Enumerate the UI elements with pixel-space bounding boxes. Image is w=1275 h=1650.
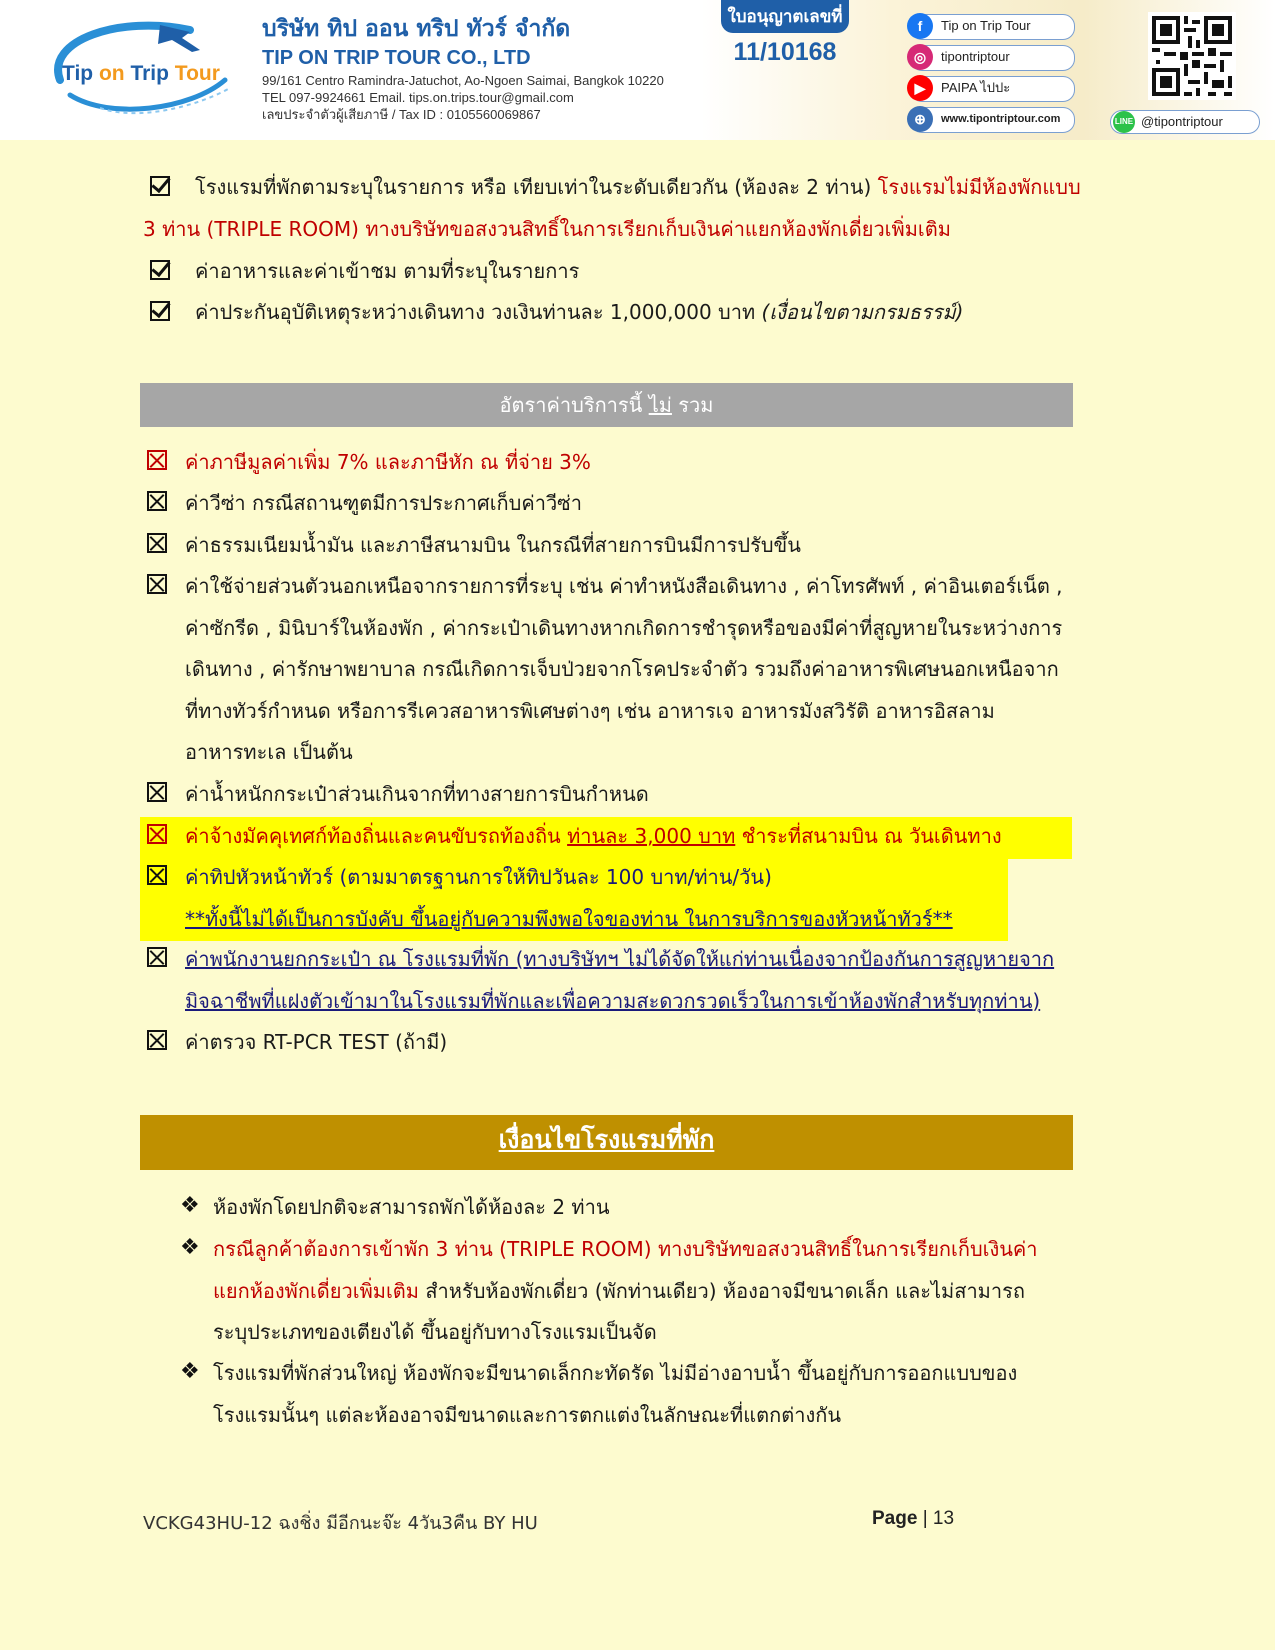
text-segment: ค่าวีซ่า กรณีสถานฑูตมีการประกาศเก็บค่าวีซ่า [185, 491, 582, 515]
social-links [910, 14, 1075, 138]
text-segment: โรงแรมนั้นๆ แต่ละห้องอาจมีขนาดและการตกแต่งในลักษณะที่แตกต่างกัน [213, 1402, 841, 1427]
facebook-icon: f [907, 13, 933, 39]
text-segment: อาหารทะเล เป็นต้น [185, 740, 353, 764]
social-link-instagram[interactable] [910, 45, 1075, 71]
included-item-text [195, 250, 579, 293]
hotel-condition-line [213, 1311, 1203, 1354]
not-included-item-line [185, 690, 1175, 733]
social-link-youtube[interactable] [910, 76, 1075, 102]
letterhead [0, 0, 1275, 140]
company-info [262, 14, 732, 123]
hotel-condition-line [213, 1270, 1203, 1313]
text-segment: ค่าใช้จ่ายส่วนตัวนอกเหนือจากรายการที่ระบุ เช่น ค่าทำหนังสือเดินทาง , ค่าโทรศัพท์ , ค่าอินเตอร์เน็ต , [185, 574, 1063, 598]
text-segment: ค่าซักรีด , มินิบาร์ในห้องพัก , ค่ากระเป๋าเดินทางหากเกิดการชำรุดหรือของมีค่าที่สูญหายในระหว่างการ [185, 615, 1063, 640]
checkbox-crossed-icon [147, 574, 167, 594]
company-name-english: TIP ON TRIP TOUR CO., LTD [262, 47, 531, 69]
text-segment: กรณีลูกค้าต้องการเข้าพัก 3 ท่าน (TRIPLE ROOM) ทางบริษัทขอสงวนสิทธิ์ในการเรียกเก็บเงินค่า [213, 1237, 1038, 1261]
hotel-condition-line [213, 1352, 1203, 1395]
checkbox-checked-icon [150, 301, 170, 321]
qr-code [1148, 12, 1236, 100]
not-included-item-line [185, 607, 1175, 650]
text-segment: **ทั้งนี้ไม่ได้เป็นการบังคับ ขึ้นอยู่กับความพึงพอใจของท่าน ในการบริการของหัวหน้าทัวร์** [185, 906, 953, 931]
text-segment: มิจฉาชีพที่แฝงตัวเข้ามาในโรงแรมที่พักและเพื่อความสะดวกรวดเร็วในการเข้าห้องพักสำหรับทุกท่าน) [185, 988, 1041, 1013]
checkbox-crossed-icon [147, 824, 167, 844]
not-included-item-line [185, 773, 1175, 816]
not-included-item-line [185, 648, 1175, 691]
social-link-label: tipontriptour [941, 49, 1010, 64]
social-link-facebook[interactable] [910, 14, 1075, 40]
text-segment: ค่าตรวจ RT-PCR TEST (ถ้ามี) [185, 1030, 448, 1054]
logo-wordmark: Tip on Trip Tour [62, 62, 220, 85]
youtube-icon: ▶ [907, 75, 933, 101]
not-included-item-line [185, 441, 1175, 484]
included-item-text [143, 208, 951, 251]
hotel-conditions-heading: เงื่อนไขโรงแรมที่พัก [140, 1115, 1073, 1170]
social-link-web[interactable] [910, 107, 1075, 133]
footer-tour-code: VCKG43HU-12 ฉงชิ่ง มีอีกนะจ๊ะ 4วัน3คืน BY HU [143, 1513, 538, 1534]
not-included-item-line [185, 856, 1175, 899]
checkbox-crossed-icon [147, 533, 167, 553]
text-segment: ชำระที่สนามบิน ณ วันเดินทาง [735, 824, 1002, 848]
not-included-item-line [185, 815, 1175, 858]
bullet-diamond-icon: ❖ [180, 1193, 200, 1218]
not-included-item-line [185, 1021, 1175, 1064]
bullet-diamond-icon: ❖ [180, 1235, 200, 1260]
line-icon: LINE [1113, 111, 1135, 133]
text-segment: ค่าประกันอุบัติเหตุระหว่างเดินทาง วงเงินท่านละ 1,000,000 บาท [195, 300, 762, 324]
checkbox-checked-icon [150, 176, 170, 196]
not-included-item-line [185, 898, 1175, 941]
text-segment: โรงแรมที่พักส่วนใหญ่ ห้องพักจะมีขนาดเล็กกะทัดรัด ไม่มีอ่างอาบน้ำ ขึ้นอยู่กับการออกแบบของ [213, 1361, 1018, 1385]
line-account-link[interactable] [1110, 110, 1260, 134]
not-included-item-line [185, 731, 1175, 774]
checkbox-crossed-icon [147, 947, 167, 967]
included-item-text [195, 166, 1081, 209]
social-link-label: Tip on Trip Tour [941, 18, 1031, 33]
text-segment: ค่าทิปหัวหน้าทัวร์ (ตามมาตรฐานการให้ทิปวันละ 100 บาท/ท่าน/วัน) [185, 865, 772, 889]
company-address: 99/161 Centro Ramindra-Jatuchot, Ao-Ngoen Saimai, Bangkok 10220 [262, 73, 664, 88]
license-number: 11/10168 [733, 38, 837, 66]
web-icon: ⊕ [907, 106, 933, 132]
checkbox-crossed-icon [147, 1030, 167, 1050]
line-account-label: @tipontriptour [1141, 114, 1223, 129]
checkbox-crossed-icon [147, 782, 167, 802]
company-contact: TEL 097-9924661 Email. tips.on.trips.tour@gmail.com [262, 90, 574, 105]
not-included-item-line [185, 524, 1175, 567]
bullet-diamond-icon: ❖ [180, 1359, 200, 1384]
text-segment: ค่าอาหารและค่าเข้าชม ตามที่ระบุในรายการ [195, 259, 580, 283]
checkbox-crossed-icon [147, 450, 167, 470]
text-segment: เดินทาง , ค่ารักษาพยาบาล กรณีเกิดการเจ็บป่วยจากโรคประจำตัว รวมถึงค่าอาหารพิเศษนอกเหนือจาก [185, 657, 1059, 681]
text-segment: ระบุประเภทของเตียงได้ ขึ้นอยู่กับทางโรงแรมเป็นจัด [213, 1320, 657, 1344]
social-link-label: PAIPA ไปปะ [941, 80, 1011, 95]
not-included-item-line [185, 938, 1175, 981]
instagram-icon: ◎ [907, 44, 933, 70]
text-segment: ค่าน้ำหนักกระเป๋าส่วนเกินจากที่ทางสายการบินกำหนด [185, 782, 649, 806]
text-segment: ห้องพักโดยปกติจะสามารถพักได้ห้องละ 2 ท่าน [213, 1195, 610, 1219]
company-logo [40, 10, 240, 130]
license-label: ใบอนุญาตเลขที่ [721, 0, 848, 33]
text-segment: ค่าภาษีมูลค่าเพิ่ม 7% และภาษีหัก ณ ที่จ่าย 3% [185, 450, 591, 474]
qr-code-icon [1148, 12, 1236, 100]
text-segment: ที่ทางทัวร์กำหนด หรือการรีเควสอาหารพิเศษต่างๆ เช่น อาหารเจ อาหารมังสวิรัติ อาหารอิสลาม [185, 698, 995, 723]
checkbox-checked-icon [150, 260, 170, 280]
not-included-item-line [185, 482, 1175, 525]
not-included-heading: อัตราค่าบริการนี้ ไม่ รวม [140, 383, 1073, 427]
company-tax-id: เลขประจำตัวผู้เสียภาษี / Tax ID : 0105560069867 [262, 107, 541, 122]
text-segment: ค่าจ้างมัคคุเทศก์ท้องถิ่นและคนขับรถท้องถิ่น [185, 824, 568, 848]
hotel-condition-line [213, 1186, 1203, 1229]
not-included-item-line [185, 565, 1175, 608]
company-name-thai: บริษัท ทิป ออน ทริป ทัวร์ จำกัด [262, 16, 571, 42]
included-item-text [195, 291, 963, 334]
text-segment: 3 ท่าน (TRIPLE ROOM) ทางบริษัทขอสงวนสิทธิ์ในการเรียกเก็บเงินค่าแยกห้องพักเดี่ยวเพิ่มเติม [143, 217, 951, 241]
checkbox-crossed-icon [147, 491, 167, 511]
text-segment: แยกห้องพักเดี่ยวเพิ่มเติม [213, 1278, 419, 1303]
text-segment: ท่านละ 3,000 บาท [567, 824, 736, 848]
social-link-label: www.tipontriptour.com [941, 113, 1061, 125]
not-included-item-line [185, 980, 1175, 1023]
text-segment: (เงื่อนไขตามกรมธรรม์) [761, 300, 964, 324]
hotel-condition-line [213, 1228, 1203, 1271]
text-segment: ค่าธรรมเนียมน้ำมัน และภาษีสนามบิน ในกรณีที่สายการบินมีการปรับขึ้น [185, 533, 801, 557]
footer-page-number: Page | 13 [872, 1508, 955, 1529]
license-badge [705, 0, 865, 67]
checkbox-crossed-icon [147, 865, 167, 885]
hotel-condition-line [213, 1394, 1203, 1437]
text-segment: สำหรับห้องพักเดี่ยว (พักท่านเดียว) ห้องอาจมีขนาดเล็ก และไม่สามารถ [418, 1278, 1025, 1303]
text-segment: ค่าพนักงานยกกระเป๋า ณ โรงแรมที่พัก (ทางบริษัทฯ ไม่ได้จัดให้แก่ท่านเนื่องจากป้องกันการสูญหายจาก [185, 947, 1055, 971]
text-segment: โรงแรมที่พักตามระบุในรายการ หรือ เทียบเท่าในระดับเดียวกัน (ห้องละ 2 ท่าน) [195, 175, 878, 199]
text-segment: โรงแรมไม่มีห้องพักแบบ [877, 175, 1081, 199]
